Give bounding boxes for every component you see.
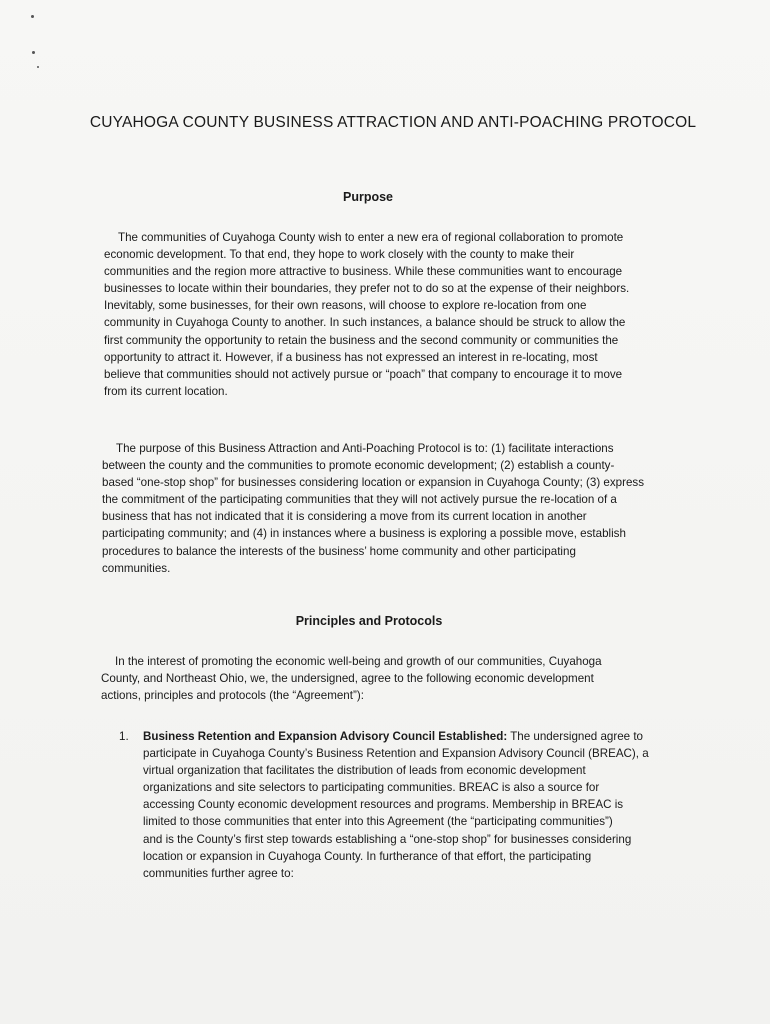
text-line: The communities of Cuyahoga County wish to enter a new era of regional collaboration to promote [118,231,624,244]
text-line: economic development. To that end, they hope to work closely with the county to make their [104,248,575,262]
text-line: Inevitably, some businesses, for their own reasons, will choose to explore re-location from one [104,299,587,313]
scan-speck [31,15,34,18]
text-line: communities and the region more attractive to business. While these communities want to encourage [104,265,623,279]
text-line: first community the opportunity to retain the business and the second community or communities the [104,333,619,347]
purpose-paragraph-2 [102,440,677,577]
text-line: actions, principles and protocols (the “Agreement”): [101,689,364,703]
text-line: believe that communities should not actively pursue or “poach” that company to encourage it to move [104,367,623,381]
text-line: from its current location. [104,384,228,398]
purpose-paragraph-1 [104,229,674,400]
text-line: The purpose of this Business Attraction and Anti-Poaching Protocol is to: (1) facilitate interactions [116,442,614,455]
purpose-heading: Purpose [342,190,393,204]
text-line: County, and Northeast Ohio, we, the undersigned, agree to the following economic development [101,672,594,686]
text-line: In the interest of promoting the economic well-being and growth of our communities, Cuyahoga [115,655,602,668]
scan-speck [32,51,35,54]
text-line: accessing County economic development resources and programs. Membership in BREAC is [143,798,624,812]
text-line: business that has not indicated that it is considering a move from its current location in another [102,510,587,524]
item-first-line [143,728,649,745]
item-first-line-rest: The undersigned agree to [507,730,643,743]
item-body [143,728,649,882]
text-line: the commitment of the participating communities that they will not actively pursue the re-location of a [102,493,617,507]
text-line: limited to those communities that enter into this Agreement (the “participating communities”) [143,815,613,829]
item-number: 1. [119,730,129,743]
text-line: virtual organization that facilitates the distribution of leads from economic development [143,764,586,778]
text-line: participating community; and (4) in instances where a business is exploring a possible move, establish [102,527,626,541]
text-line: businesses to locate within their boundaries, they prefer not to do so at the expense of their neighbors. [104,282,630,296]
text-line: participate in Cuyahoga County’s Business Retention and Expansion Advisory Council (BREAC), a [143,747,649,761]
principles-heading: Principles and Protocols [295,614,443,628]
text-line: opportunity to attract it. However, if a business has not expressed an interest in re-locating, most [104,350,598,364]
text-line: procedures to balance the interests of the business’ home community and other participating [102,544,576,558]
text-line: communities. [102,561,171,575]
document-title: CUYAHOGA COUNTY BUSINESS ATTRACTION AND ANTI-POACHING PROTOCOL [89,114,697,131]
text-line: based “one-stop shop” for businesses considering location or expansion in Cuyahoga County; (3) express [102,476,644,490]
text-line: between the county and the communities to promote economic development; (2) establish a county- [102,459,615,473]
scan-speck [37,66,39,68]
item-bold-label: Business Retention and Expansion Advisory Council Established: [143,730,508,743]
text-line: location or expansion in Cuyahoga County. In furtherance of that effort, the participating [143,849,592,863]
text-line: communities further agree to: [143,866,294,880]
text-line: and is the County’s first step towards establishing a “one-stop shop” for businesses considering [143,832,632,846]
text-line: organizations and site selectors to participating communities. BREAC is also a source for [143,781,600,795]
text-line: community in Cuyahoga County to another. In such instances, a balance should be struck to allow the [104,316,626,330]
principles-paragraph [101,653,676,704]
